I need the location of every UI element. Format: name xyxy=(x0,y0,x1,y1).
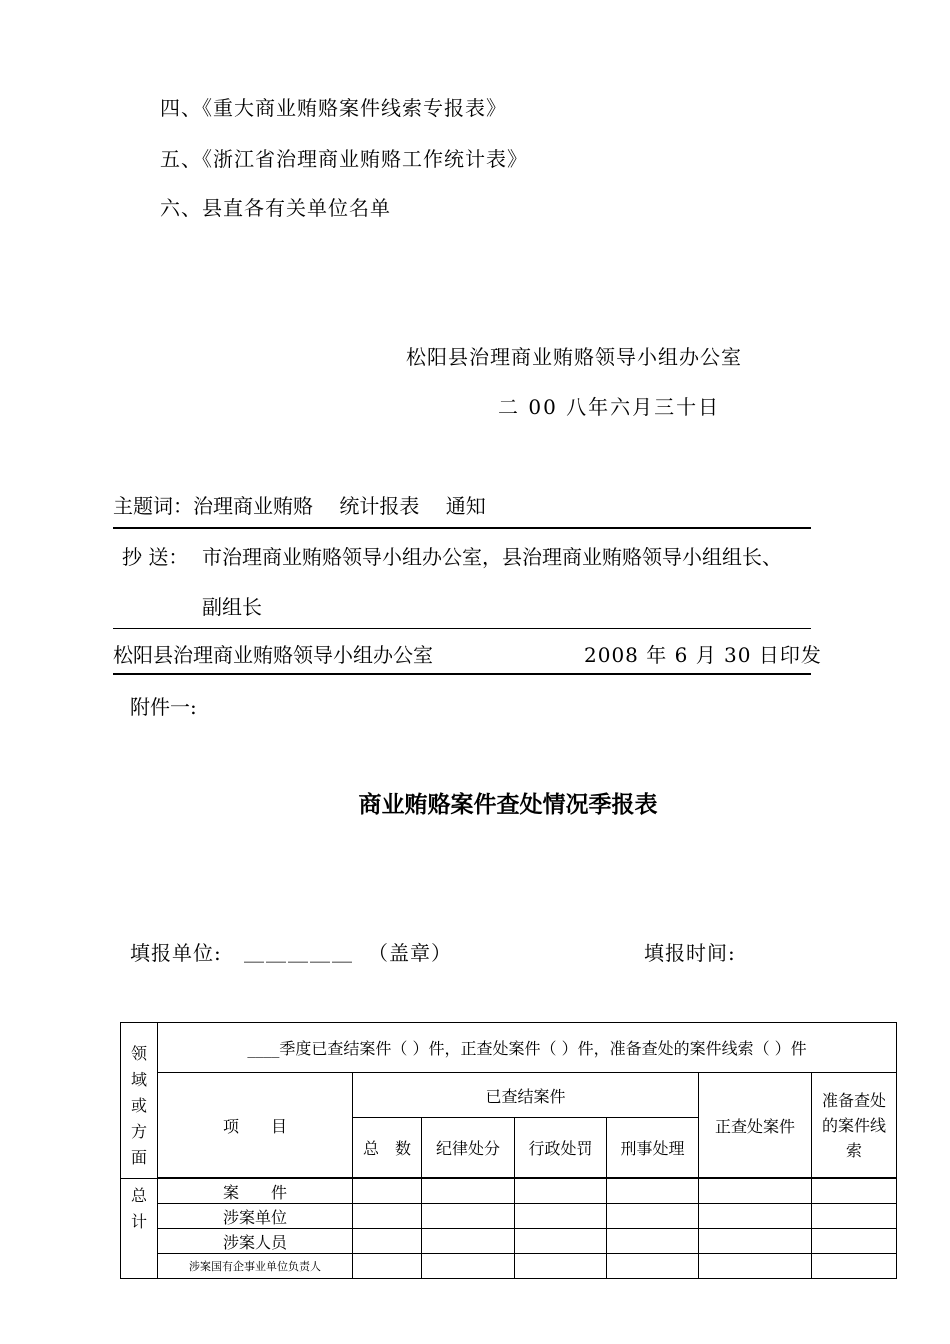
table-row xyxy=(121,1204,897,1229)
table-cell[interactable] xyxy=(422,1254,515,1279)
table-cell[interactable] xyxy=(353,1204,422,1229)
fill-time-label: 填报时间: xyxy=(644,941,736,965)
signature-date: 二 00 八年六月三十日 xyxy=(498,395,721,419)
table-cell[interactable] xyxy=(515,1229,607,1254)
closed-sub-discipline: 纪律处分 xyxy=(422,1118,515,1178)
table-cell[interactable] xyxy=(353,1254,422,1279)
cc-label: 抄 送： xyxy=(122,545,189,569)
row-label-soe-leaders: 涉案国有企事业单位负责人 xyxy=(158,1254,353,1279)
signature-office: 松阳县治理商业贿赂领导小组办公室 xyxy=(406,345,742,369)
table-cell[interactable] xyxy=(353,1179,422,1204)
table-cell[interactable] xyxy=(422,1229,515,1254)
table-cell[interactable] xyxy=(699,1254,812,1279)
item-header-cell: 项 目 xyxy=(158,1073,353,1178)
fill-unit-blank: ＿＿＿＿＿ xyxy=(244,941,354,965)
table-cell[interactable] xyxy=(812,1204,897,1229)
closed-sub-criminal: 刑事处理 xyxy=(607,1118,699,1178)
table-cell[interactable] xyxy=(699,1204,812,1229)
subject-words xyxy=(113,490,486,519)
table-summary-row xyxy=(121,1023,897,1073)
fill-unit-label: 填报单位: xyxy=(130,941,222,965)
side-header-cell xyxy=(121,1023,158,1179)
report-table xyxy=(120,1022,897,1279)
attachment-item-4: 四、《重大商业贿赂案件线索专报表》 xyxy=(160,96,507,120)
row-label-units: 涉案单位 xyxy=(158,1204,353,1229)
table-row xyxy=(121,1229,897,1254)
attachment-item-6: 六、县直各有关单位名单 xyxy=(160,196,391,220)
divider-bottom xyxy=(113,673,811,675)
table-header-row-1 xyxy=(121,1073,897,1118)
table-cell[interactable] xyxy=(699,1179,812,1204)
issuer-office: 松阳县治理商业贿赂领导小组办公室 xyxy=(113,643,433,667)
table-cell[interactable] xyxy=(422,1204,515,1229)
table-cell[interactable] xyxy=(515,1254,607,1279)
attachment-item-5: 五、《浙江省治理商业贿赂工作统计表》 xyxy=(160,147,528,171)
fill-seal: （盖章） xyxy=(368,941,452,965)
table-cell[interactable] xyxy=(607,1204,699,1229)
table-cell[interactable] xyxy=(812,1229,897,1254)
total-label-cell xyxy=(121,1179,158,1279)
divider-middle xyxy=(113,628,811,629)
cc-text-line1: 市治理商业贿赂领导小组办公室，县治理商业贿赂领导小组组长、 xyxy=(202,545,782,569)
ongoing-header-cell: 正查处案件 xyxy=(699,1073,812,1178)
table-cell[interactable] xyxy=(422,1179,515,1204)
table-cell[interactable] xyxy=(515,1204,607,1229)
table-cell[interactable] xyxy=(699,1229,812,1254)
side-header-text: 领域或方面 xyxy=(131,1044,148,1167)
issuer-date: 2008 年 6 月 30 日印发 xyxy=(584,643,822,667)
table-cell[interactable] xyxy=(812,1254,897,1279)
table-cell[interactable] xyxy=(353,1229,422,1254)
table-cell[interactable] xyxy=(607,1229,699,1254)
closed-sub-total: 总 数 xyxy=(353,1118,422,1178)
cc-text-line2: 副组长 xyxy=(202,595,262,619)
attachment-label: 附件一: xyxy=(130,695,197,719)
form-title: 商业贿赂案件查处情况季报表 xyxy=(358,792,658,818)
subject-label: 主题词： xyxy=(113,494,193,518)
table-cell[interactable] xyxy=(515,1179,607,1204)
table-row xyxy=(121,1179,897,1204)
closed-header-cell: 已查结案件 xyxy=(353,1073,699,1118)
table-cell[interactable] xyxy=(607,1179,699,1204)
pending-header-cell: 准备查处的案件线索 xyxy=(812,1073,897,1178)
row-label-cases: 案 件 xyxy=(158,1179,353,1204)
table-cell[interactable] xyxy=(812,1179,897,1204)
row-label-persons: 涉案人员 xyxy=(158,1229,353,1254)
divider-top xyxy=(113,527,811,529)
table-cell[interactable] xyxy=(607,1254,699,1279)
summary-cell: ____季度已查结案件（ ）件，正查处案件（ ）件，准备查处的案件线索（ ）件 xyxy=(158,1023,897,1073)
total-label-text: 总计 xyxy=(131,1186,148,1231)
closed-sub-admin: 行政处罚 xyxy=(515,1118,607,1178)
subject-terms: 治理商业贿赂 统计报表 通知 xyxy=(193,494,486,518)
table-row xyxy=(121,1254,897,1279)
